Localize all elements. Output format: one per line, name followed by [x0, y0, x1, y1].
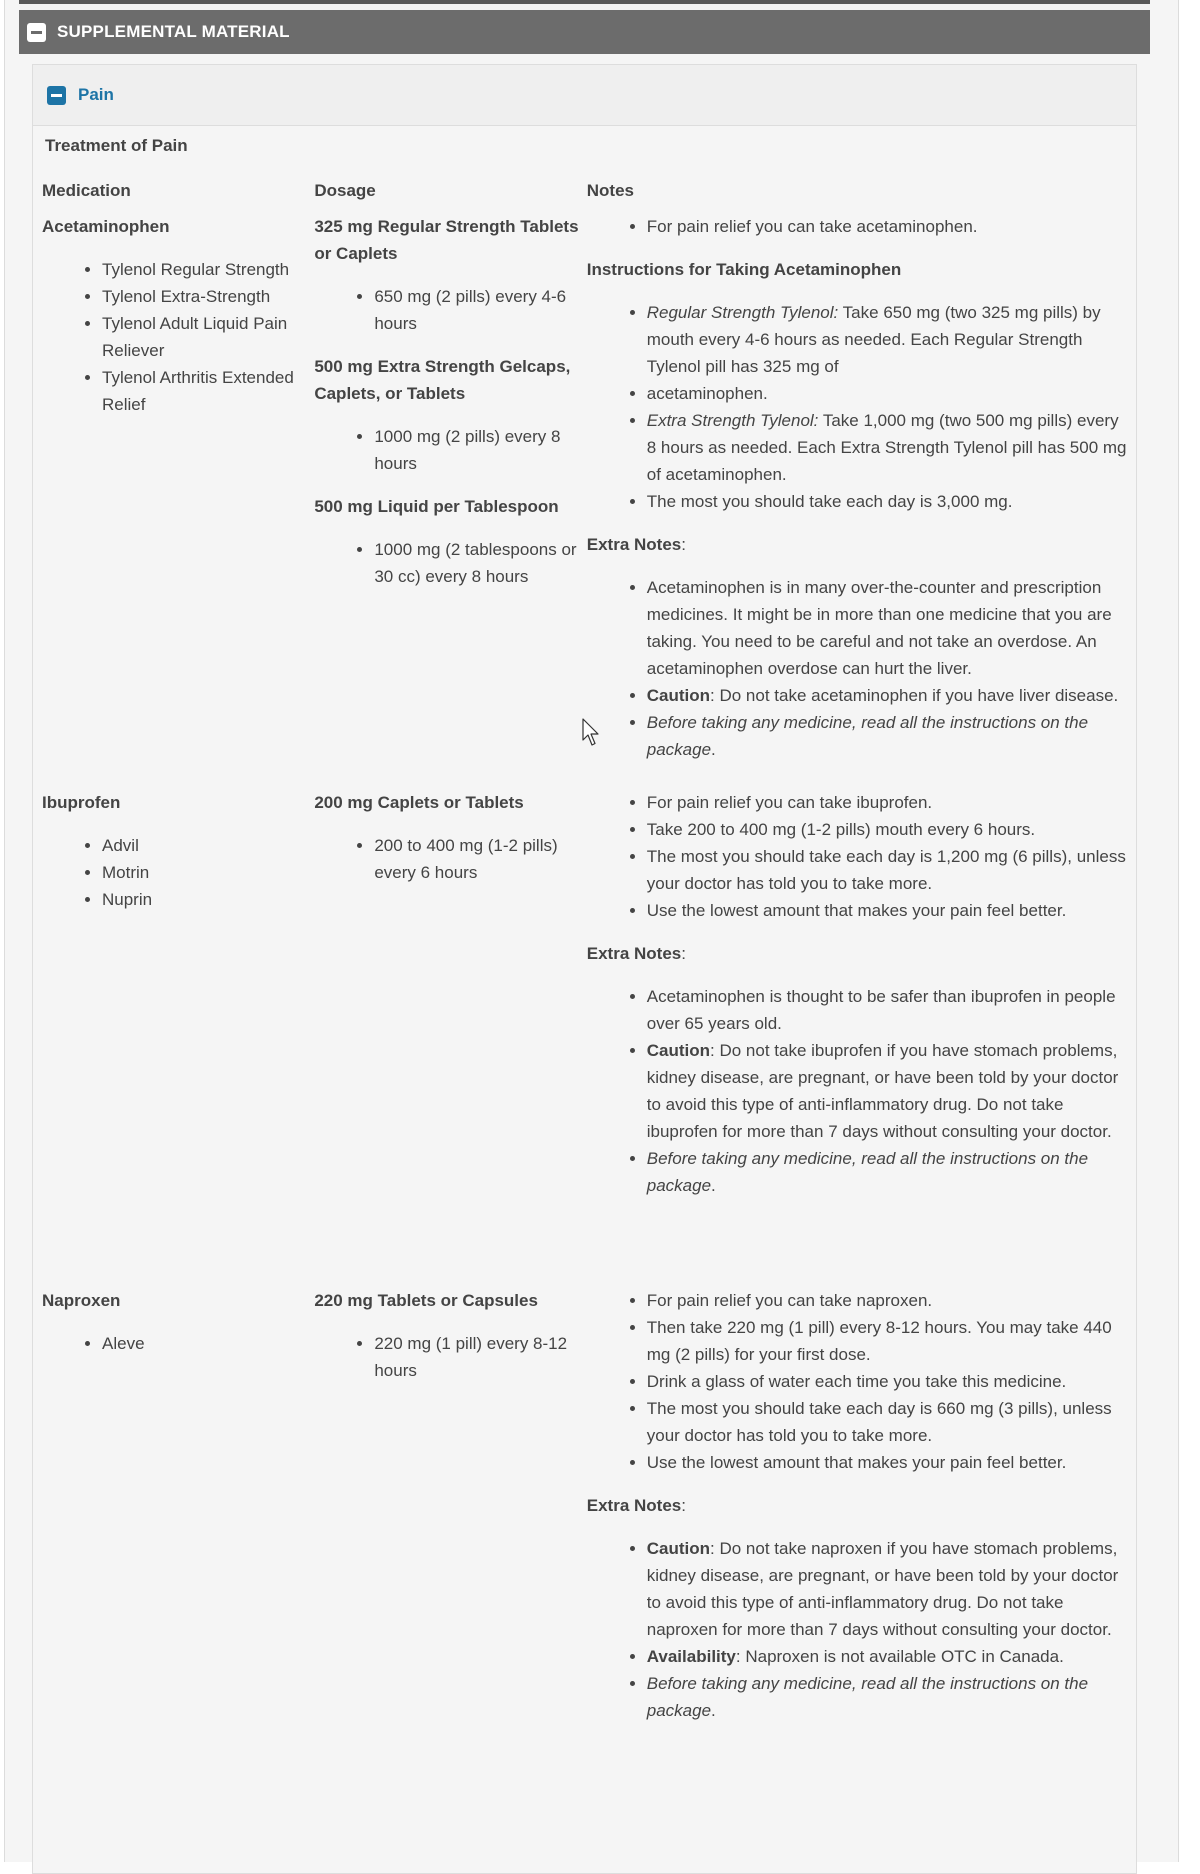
notes-cell — [584, 779, 1133, 1215]
medication-table — [39, 177, 1133, 1740]
list-item: • For pain relief you can take ibuprofen. — [647, 789, 1130, 816]
availability-text: : Naproxen is not available OTC in Canada. — [735, 1647, 1064, 1666]
list-item: • acetaminophen. — [647, 380, 1130, 407]
list-item: • Use the lowest amount that makes your pain feel better. — [647, 897, 1130, 924]
list-item: • For pain relief you can take acetaminophen. — [647, 213, 1130, 240]
list-item: • Motrin — [102, 859, 308, 886]
list-item: • Advil — [102, 832, 308, 859]
dosage-list — [314, 1330, 580, 1384]
page-border-right — [1178, 0, 1179, 1862]
medication-cell — [39, 213, 311, 779]
period: . — [711, 1701, 716, 1720]
instruction-label: Regular Strength Tylenol: — [646, 303, 839, 322]
collapse-icon[interactable] — [47, 86, 66, 105]
dosage-cell — [311, 779, 583, 1215]
instruction-text: Take 1,000 mg (two 500 mg pills) every 8 hours as needed. Each Extra Strength Tylenol pill has 500 mg of acetaminophen. — [646, 411, 1127, 484]
pain-panel-header[interactable] — [33, 65, 1136, 126]
list-item: • Tylenol Adult Liquid Pain Reliever — [102, 310, 308, 364]
list-item — [647, 1670, 1130, 1724]
dosage-cell — [311, 1215, 583, 1740]
supplemental-section-header[interactable] — [19, 10, 1150, 54]
dosage-heading: 325 mg Regular Strength Tablets or Caplets — [314, 217, 579, 263]
list-item — [647, 299, 1130, 380]
medication-cell — [39, 779, 311, 1215]
dosage-list — [314, 283, 580, 337]
pain-panel — [32, 64, 1137, 1874]
list-item: • The most you should take each day is 660 mg (3 pills), unless your doctor has told you to take more. — [647, 1395, 1130, 1449]
instruction-label: Extra Strength Tylenol: — [646, 411, 819, 430]
table-row — [39, 213, 1133, 779]
extra-notes-colon: : — [681, 535, 686, 554]
list-item: • Take 200 to 400 mg (1-2 pills) mouth every 6 hours. — [647, 816, 1130, 843]
list-item: • Tylenol Arthritis Extended Relief — [102, 364, 308, 418]
extra-notes-label: Extra Notes — [586, 1496, 682, 1515]
table-row — [39, 1215, 1133, 1740]
extra-notes-colon: : — [681, 1496, 686, 1515]
extra-notes-list — [587, 983, 1130, 1199]
medication-cell — [39, 1215, 311, 1740]
extra-notes-heading — [587, 940, 1130, 967]
caution-text: : Do not take naproxen if you have stomach problems, kidney disease, are pregnant, or have been told by your doctor to avoid this type of anti-inflammatory drug. Do not take naproxen for more than 7 days without consulting your doctor. — [646, 1539, 1119, 1639]
treatment-title: Treatment of Pain — [45, 136, 188, 155]
collapse-icon[interactable] — [27, 23, 46, 42]
extra-notes-label: Extra Notes — [586, 944, 682, 963]
list-item — [647, 1535, 1130, 1643]
list-item — [647, 1145, 1130, 1199]
medication-name: Ibuprofen — [42, 793, 121, 812]
period: . — [711, 1176, 716, 1195]
header-medication: Medication — [42, 181, 131, 200]
extra-notes-colon: : — [681, 944, 686, 963]
brand-list — [42, 832, 308, 913]
dosage-heading: 220 mg Tablets or Capsules — [314, 1291, 538, 1310]
instruction-text: Take 650 mg (two 325 mg pills) by mouth every 4-6 hours as needed. Each Regular Strength Tylenol pill has 325 mg of — [646, 303, 1101, 376]
dosage-heading: 200 mg Caplets or Tablets — [314, 793, 524, 812]
table-header-row — [39, 177, 1133, 213]
notes-cell — [584, 1215, 1133, 1740]
brand-list — [42, 1330, 308, 1357]
table-row — [39, 779, 1133, 1215]
extra-notes-heading — [587, 531, 1130, 558]
panel-title[interactable]: Pain — [78, 85, 114, 104]
header-dosage: Dosage — [314, 181, 376, 200]
list-item: • Tylenol Extra-Strength — [102, 283, 308, 310]
section-title: SUPPLEMENTAL MATERIAL — [57, 22, 290, 41]
list-item — [647, 682, 1130, 709]
list-item: • For pain relief you can take naproxen. — [647, 1287, 1130, 1314]
extra-notes-list — [587, 574, 1130, 763]
list-item: • Nuprin — [102, 886, 308, 913]
list-item: • 1000 mg (2 tablespoons or 30 cc) every 8 hours — [374, 536, 580, 590]
notes-list — [587, 789, 1130, 924]
instructions-list — [587, 299, 1130, 515]
list-item — [647, 1037, 1130, 1145]
list-item: • 650 mg (2 pills) every 4-6 hours — [374, 283, 580, 337]
notes-cell — [584, 213, 1133, 779]
list-item — [647, 407, 1130, 488]
notes-list — [587, 1287, 1130, 1476]
dosage-heading: 500 mg Liquid per Tablespoon — [314, 497, 559, 516]
instructions-heading: Instructions for Taking Acetaminophen — [586, 260, 902, 279]
notes-list — [587, 213, 1130, 240]
dosage-list — [314, 832, 580, 886]
caution-text: : Do not take ibuprofen if you have stomach problems, kidney disease, are pregnant, or have been told by your doctor to avoid this type of anti-inflammatory drug. Do not take ibuprofen for more than 7 days without consulting your doctor. — [646, 1041, 1119, 1141]
extra-notes-list — [587, 1535, 1130, 1724]
top-divider — [19, 0, 1150, 4]
list-item — [647, 1643, 1130, 1670]
list-item: • 200 to 400 mg (1-2 pills) every 6 hours — [374, 832, 580, 886]
list-item: • The most you should take each day is 3,000 mg. — [647, 488, 1130, 515]
list-item: • Acetaminophen is in many over-the-counter and prescription medicines. It might be in more than one medicine that you are taking. You need to be careful and not take an overdose. An acetaminophen overdose can hurt the liver. — [647, 574, 1130, 682]
header-notes: Notes — [586, 181, 634, 200]
dosage-list — [314, 423, 580, 477]
list-item: • Drink a glass of water each time you take this medicine. — [647, 1368, 1130, 1395]
dosage-list — [314, 536, 580, 590]
dosage-cell — [311, 213, 583, 779]
list-item: • Use the lowest amount that makes your pain feel better. — [647, 1449, 1130, 1476]
brand-list — [42, 256, 308, 418]
caution-label: Caution — [646, 686, 711, 705]
list-item: • The most you should take each day is 1,200 mg (6 pills), unless your doctor has told you to take more. — [647, 843, 1130, 897]
before-taking-note: Before taking any medicine, read all the instructions on the package — [646, 713, 1089, 759]
list-item: • 1000 mg (2 pills) every 8 hours — [374, 423, 580, 477]
panel-content — [33, 132, 1136, 1740]
list-item: • Aleve — [102, 1330, 308, 1357]
extra-notes-heading — [587, 1492, 1130, 1519]
extra-notes-label: Extra Notes — [586, 535, 682, 554]
medication-name: Acetaminophen — [42, 217, 170, 236]
caution-label: Caution — [646, 1041, 711, 1060]
list-item: • Tylenol Regular Strength — [102, 256, 308, 283]
list-item: • Acetaminophen is thought to be safer than ibuprofen in people over 65 years old. — [647, 983, 1130, 1037]
before-taking-note: Before taking any medicine, read all the instructions on the package — [646, 1674, 1089, 1720]
caution-label: Caution — [646, 1539, 711, 1558]
period: . — [711, 740, 716, 759]
medication-name: Naproxen — [42, 1291, 121, 1310]
availability-label: Availability — [646, 1647, 736, 1666]
caution-text: : Do not take acetaminophen if you have liver disease. — [710, 686, 1119, 705]
list-item: • 220 mg (1 pill) every 8-12 hours — [374, 1330, 580, 1384]
list-item: • Then take 220 mg (1 pill) every 8-12 hours. You may take 440 mg (2 pills) for your first dose. — [647, 1314, 1130, 1368]
mouse-cursor-icon — [582, 718, 602, 748]
dosage-heading: 500 mg Extra Strength Gelcaps, Caplets, or Tablets — [314, 357, 571, 403]
before-taking-note: Before taking any medicine, read all the instructions on the package — [646, 1149, 1089, 1195]
list-item — [647, 709, 1130, 763]
